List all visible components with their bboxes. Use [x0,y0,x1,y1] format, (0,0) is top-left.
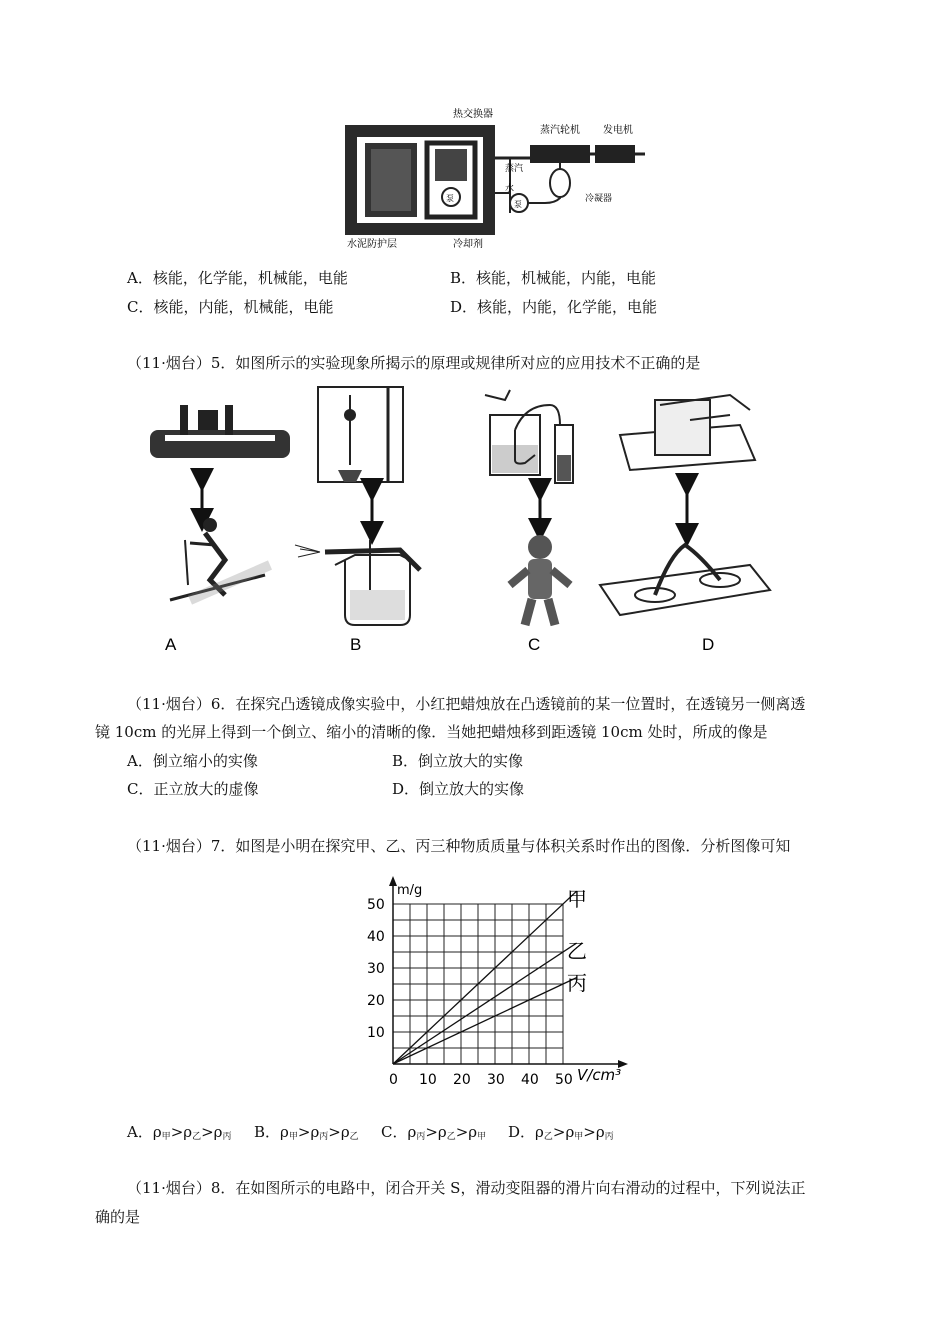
option-letter: D． [508,1123,536,1141]
figure-d-experiment [620,395,755,470]
rho-symbol: ρ [407,1123,417,1141]
label-concrete-layer: 水泥防护层 [347,239,397,250]
figure-label-a: A [165,635,177,654]
option-letter: D． [450,298,478,316]
label-steam: 蒸汽 [505,164,524,174]
turbine-icon [530,145,590,163]
figure-c-diver-icon [510,535,570,625]
q7-option-a [127,1122,232,1147]
label-water: 水 [505,184,515,194]
option-letter: C． [127,780,154,798]
q4-option-b [450,268,656,288]
figure-label-b: B [350,635,362,654]
rho-symbol: >ρ [328,1123,350,1141]
subscript: 乙 [349,1132,359,1142]
series-label: 乙 [567,939,587,963]
y-axis-arrow [389,876,397,886]
q4-option-c [127,297,334,317]
figure-label-c: C [528,635,541,654]
chart-axes [389,876,628,1068]
x-axis-label: V/cm³ [577,1066,622,1084]
series-line-3 [393,978,577,1064]
figure-b-experiment [318,387,403,482]
subscript: 甲 [161,1132,171,1142]
option-text: 核能，内能，化学能，电能 [477,298,658,316]
label-heat-exchanger: 热交换器 [453,109,493,120]
rho-symbol: >ρ [552,1123,575,1141]
label-condenser: 冷凝器 [585,194,613,204]
rho-symbol: >ρ [425,1123,447,1141]
option-letter: A． [127,752,153,770]
series-line-1 [393,891,577,1064]
rho-symbol: >ρ [583,1123,605,1141]
q6-option-a [127,751,258,771]
subscript: 丙 [604,1132,614,1142]
series-label: 甲 [567,887,587,911]
chart-series-lines [393,887,587,1064]
option-text: 倒立缩小的实像 [152,752,258,770]
option-text: 正立放大的虚像 [153,780,259,798]
subscript: 甲 [477,1132,487,1142]
nuclear-plant-diagram [335,103,655,253]
option-letter: A． [127,269,153,287]
label-generator: 发电机 [603,125,633,136]
y-tick-label: 10 [367,1025,385,1041]
label-coolant: 冷却剂 [453,239,483,250]
label-steam-turbine: 蒸汽轮机 [540,125,580,136]
q7-option-b [254,1122,359,1147]
x-tick-label: 20 [453,1072,471,1088]
condenser-icon [550,169,570,197]
option-letter: B． [450,269,477,287]
figure-c-experiment [485,390,573,483]
rho-symbol: >ρ [455,1123,478,1141]
x-tick-label: 50 [555,1072,573,1088]
q6-option-c [127,779,259,799]
q6-option-b [392,751,523,771]
rho-symbol: ρ [280,1123,289,1141]
q7-option-c [381,1122,486,1147]
q6-question-line1: （11·烟台）6．在探究凸透镜成像实验中，小红把蜡烛放在凸透镜前的某一位置时，在透镜另一侧离透 [127,695,806,713]
subscript: 乙 [192,1132,202,1142]
series-label: 丙 [567,971,587,995]
mass-volume-chart [355,870,635,1092]
y-tick-label: 30 [367,961,385,977]
figure-b-sprayer-icon [295,540,420,625]
x-tick-label: 30 [487,1072,505,1088]
subscript: 乙 [446,1132,456,1142]
q8-question-line2: 确的是 [95,1208,141,1226]
figure-label-d: D [702,635,715,654]
figure-a-skier-icon [170,518,270,600]
option-letter: A． [127,1123,153,1141]
option-text: 核能，内能，机械能，电能 [153,298,334,316]
q6-option-d [392,779,524,799]
x-tick-label: 0 [389,1072,398,1088]
y-tick-label: 50 [367,897,385,913]
series-line-2 [393,943,577,1064]
option-letter: C． [381,1123,408,1141]
q8-question-line1: （11·烟台）8．在如图所示的电路中，闭合开关 S，滑动变阻器的滑片向右滑动的过程中，下列说法正 [127,1179,806,1197]
q4-option-a [127,268,348,288]
option-text: 核能，化学能，机械能，电能 [152,269,348,287]
option-letter: D． [392,780,420,798]
subscript: 甲 [288,1132,298,1142]
rho-symbol: ρ [152,1123,162,1141]
option-text: 核能，机械能，内能，电能 [476,269,657,287]
q4-option-d [450,297,657,317]
rho-symbol: >ρ [297,1123,320,1141]
option-text: 倒立放大的实像 [418,752,524,770]
q7-option-d [508,1122,614,1147]
option-letter: B． [392,752,419,770]
y-tick-label: 20 [367,993,385,1009]
subscript: 乙 [543,1132,553,1142]
subscript: 丙 [222,1132,232,1142]
pump-label: 泵 [514,200,522,209]
option-text: 倒立放大的实像 [419,780,525,798]
pump-label: 泵 [446,194,454,203]
rho-symbol: >ρ [170,1123,193,1141]
figure-a-pressure-experiment [150,405,290,458]
q5-figure [130,385,780,660]
figure-d-siphon-icon [600,545,770,615]
subscript: 甲 [574,1132,584,1142]
subscript: 丙 [319,1132,329,1142]
q6-question-line2: 镜 10cm 的光屏上得到一个倒立、缩小的清晰的像．当她把蜡烛移到距透镜 10cm 处时，所成的像是 [95,723,768,741]
y-tick-label: 40 [367,929,385,945]
q7-question: （11·烟台）7．如图是小明在探究甲、乙、丙三种物质质量与体积关系时作出的图像．分析图像可知 [127,837,791,855]
x-tick-label: 40 [521,1072,539,1088]
q5-question: （11·烟台）5．如图所示的实验现象所揭示的原理或规律所对应的应用技术不正确的是 [127,354,701,372]
x-tick-label: 10 [419,1072,437,1088]
subscript: 丙 [416,1132,426,1142]
rho-symbol: ρ [535,1123,544,1141]
option-letter: C． [127,298,154,316]
y-axis-label: m/g [397,883,423,898]
rho-symbol: >ρ [201,1123,223,1141]
option-letter: B． [254,1123,281,1141]
